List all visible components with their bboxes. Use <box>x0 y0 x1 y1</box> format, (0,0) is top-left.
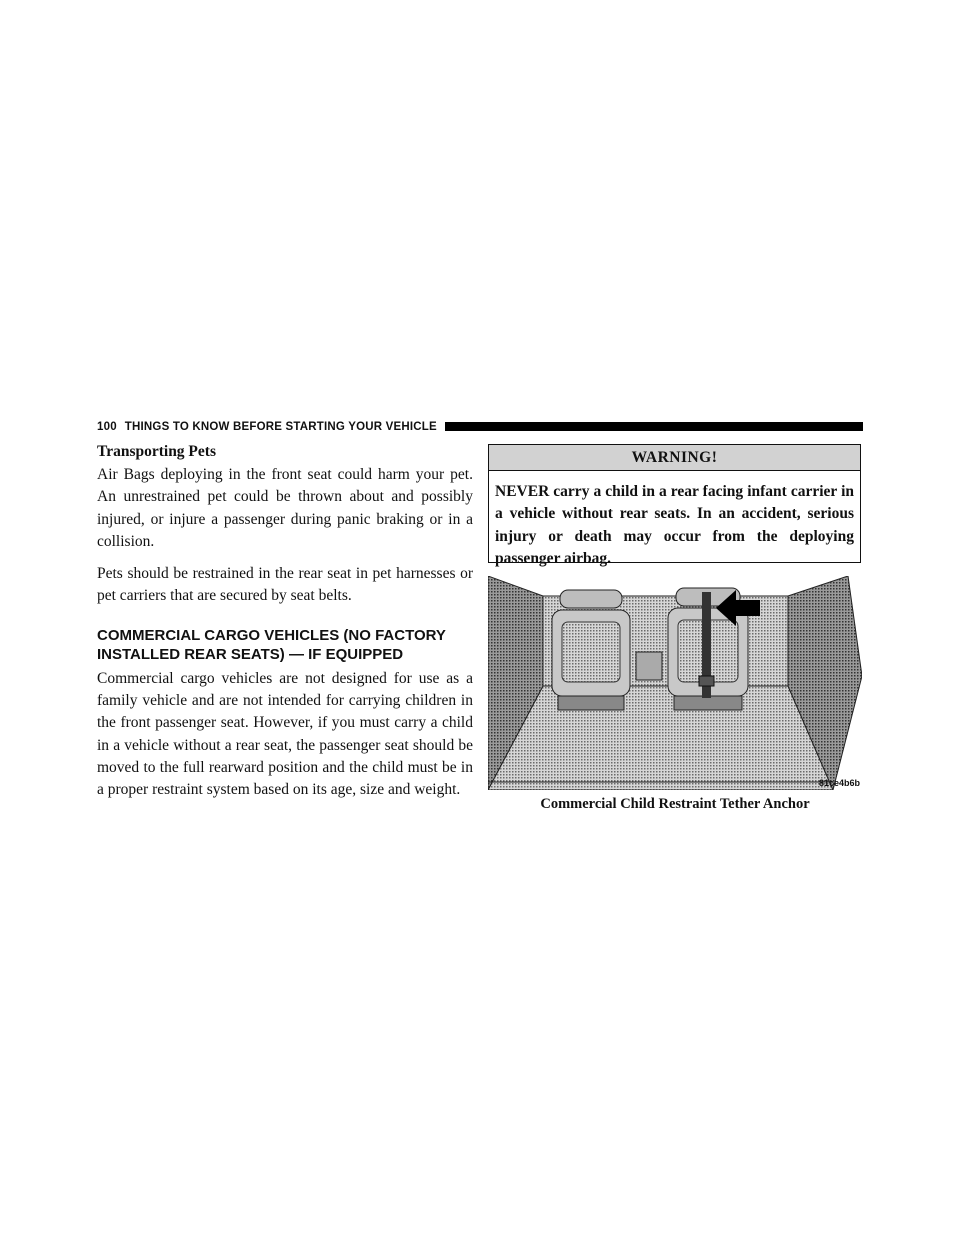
warning-title: WARNING! <box>489 445 860 471</box>
cargo-area-drawing <box>488 576 862 790</box>
cargo-heading: COMMERCIAL CARGO VEHICLES (NO FACTORY INSTALLED REAR SEATS) — IF EQUIPPED <box>97 626 446 663</box>
pets-heading: Transporting Pets <box>97 443 216 460</box>
tether-anchor-illustration <box>488 576 862 790</box>
pets-paragraph-1: Air Bags deploying in the front seat could harm your pet. An unrestrained pet could be thrown about and possibly injured, or injure a passenger during panic braking or in a collision. <box>97 466 473 550</box>
warning-box <box>488 444 861 567</box>
left-column <box>97 442 473 812</box>
pets-paragraph-2: Pets should be restrained in the rear seat in pet harnesses or pet carriers that are secured by seat belts. <box>97 565 473 605</box>
page-header <box>97 419 863 434</box>
figure-code: 81ce4b6b <box>818 778 860 788</box>
cargo-paragraph: Commercial cargo vehicles are not designed for use as a family vehicle and are not intended for carrying children in the front passenger seat. However, if you must carry a child in a vehicle without a rear seat, the passenger seat should be moved to the full rearward position and the child must be in a proper restraint system based on its age, size and weight. <box>97 669 473 799</box>
figure-caption: Commercial Child Restraint Tether Anchor <box>540 796 810 812</box>
warning-text: NEVER carry a child in a rear facing infant carrier in a vehicle without rear seats. In an accident, serious injury or death may occur from the deploying passenger airbag. <box>495 483 854 567</box>
page-number: 100 <box>97 420 117 433</box>
header-rule <box>445 422 863 431</box>
section-title: THINGS TO KNOW BEFORE STARTING YOUR VEHICLE <box>124 420 437 433</box>
